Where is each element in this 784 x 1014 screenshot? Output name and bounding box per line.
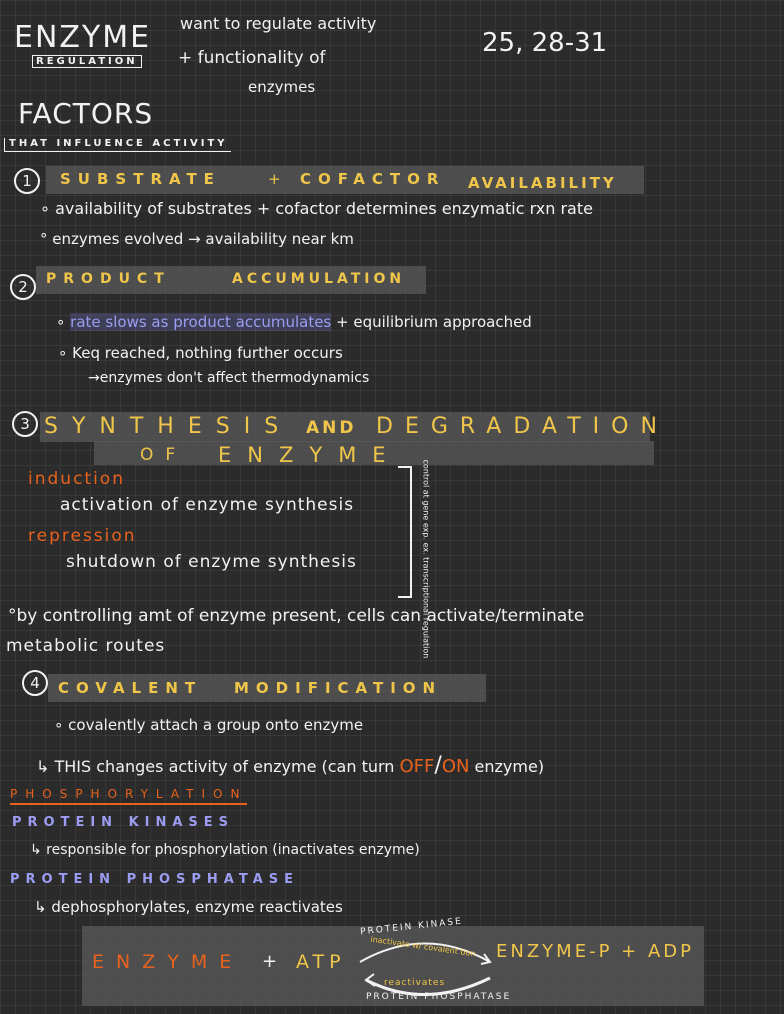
protein-kinases-label: PROTEIN KINASES [12, 815, 235, 830]
section-4-bullet-1: ∘ covalently attach a group onto enzyme [54, 716, 364, 734]
section-3-bullet-1: °by controlling amt of enzyme present, cells can activate/terminate [8, 606, 585, 626]
section-3-title-1: SYNTHESIS [44, 414, 293, 439]
side-note: control at gene exp. ex. transcriptional regulation [421, 459, 431, 659]
section-3-title-3: DEGRADATION [376, 414, 669, 439]
section-3-number: 3 [12, 411, 38, 437]
repression-desc: shutdown of enzyme synthesis [66, 552, 357, 572]
section-2-number: 2 [10, 274, 36, 300]
section-2-bullet-1: ∘ rate slows as product accumulates + equilibrium approached [56, 313, 532, 331]
section-1-title-1: SUBSTRATE [60, 170, 221, 188]
section-3-title-5: ENZYME [218, 443, 402, 467]
section-1-plus: + [268, 170, 281, 188]
induction-label: induction [28, 469, 125, 489]
title-note-3: enzymes [248, 78, 316, 96]
section-1-title-3: AVAILABILITY [468, 174, 617, 192]
section-2-title-2: ACCUMULATION [232, 271, 406, 287]
factors-sub: THAT INFLUENCE ACTIVITY [4, 138, 231, 152]
section-2-title-1: PRODUCT [46, 271, 171, 287]
equation-plus: + [262, 951, 278, 972]
page-refs: 25, 28-31 [482, 28, 608, 58]
section-3-title-4: OF [140, 445, 188, 465]
equation-right: ENZYME-P + ADP [496, 941, 694, 962]
equation-atp: ATP [296, 951, 346, 973]
title-subtitle: REGULATION [32, 55, 142, 68]
protein-phosphatase-label: PROTEIN PHOSPHATASE [10, 872, 300, 887]
section-2-bullet-3: →enzymes don't affect thermodynamics [88, 370, 370, 386]
section-3-bullet-2: metabolic routes [6, 636, 166, 656]
section-1-title-2: COFACTOR [300, 170, 446, 188]
equation-bottom-label: PROTEIN PHOSPHATASE [366, 992, 512, 1002]
bracket [398, 466, 412, 598]
section-1-number: 1 [14, 168, 40, 194]
title-note-2: + functionality of [178, 48, 326, 68]
section-4-bullet-2: ↳ THIS changes activity of enzyme (can turn OFF/ON enzyme) [36, 753, 545, 778]
title-note-1: want to regulate activity [180, 14, 377, 33]
protein-phosphatase-desc: ↳ dephosphorylates, enzyme reactivates [34, 898, 343, 916]
section-4-number: 4 [22, 670, 48, 696]
title-word: ENZYME [14, 20, 152, 55]
section-4-title-1: COVALENT [58, 679, 203, 697]
equation-enzyme: ENZYME [92, 951, 244, 973]
protein-kinases-desc: ↳ responsible for phosphorylation (inactivates enzyme) [30, 842, 420, 858]
section-4-title-2: MODIFICATION [234, 679, 443, 697]
repression-label: repression [28, 526, 137, 546]
equation-top-sub: inactivate w/ covalent bon [369, 934, 476, 959]
induction-desc: activation of enzyme synthesis [60, 495, 355, 515]
section-3-title-2: AND [306, 418, 357, 438]
section-2-bullet-2: ∘ Keq reached, nothing further occurs [58, 344, 343, 362]
factors-heading: FACTORS [18, 97, 154, 130]
section-1-bullet-1: ∘ availability of substrates + cofactor determines enzymatic rxn rate [40, 199, 593, 218]
section-1-bullet-2: ° enzymes evolved → availability near km [40, 230, 354, 248]
equation-top-label: PROTEIN KINASE [359, 916, 464, 938]
phosphorylation-label: PHOSPHORYLATION [10, 787, 247, 805]
equation-bottom-sub: reactivates [384, 978, 446, 988]
